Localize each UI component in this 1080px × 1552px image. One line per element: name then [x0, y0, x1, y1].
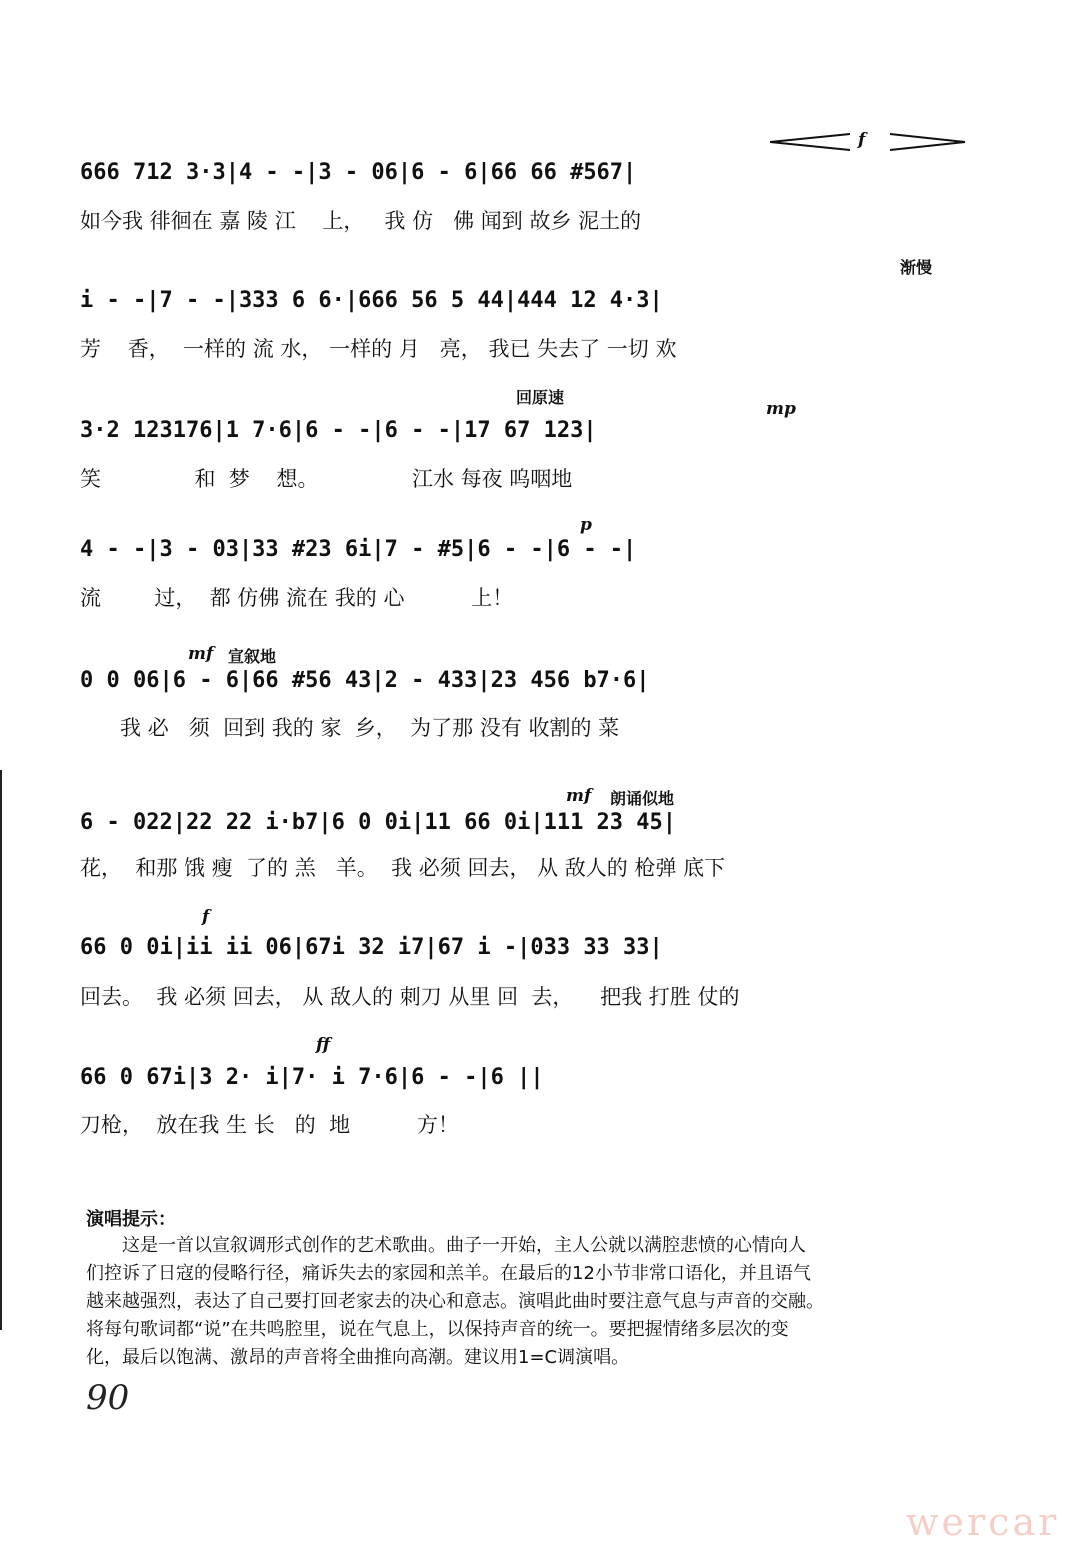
lyrics-line: 回去。 我 必须 回去， 从 敌人的 刺刀 从里 回 去， 把我 打胜 仗的 — [80, 985, 740, 1009]
score-system-8 — [80, 1035, 980, 1155]
tempo-mark: 回原速 — [516, 388, 565, 407]
page-number: 90 — [86, 1378, 130, 1418]
score-system-5 — [80, 640, 980, 750]
jianpu-notes: 66 0 67i|3 2· i|7· i 7·6|6 - -|6 || — [80, 1065, 544, 1090]
performance-notes-line: 将每句歌词都“说”在共鸣腔里，说在气息上，以保持声音的统一。要把握情绪多层次的变 — [86, 1319, 789, 1340]
dynamic-mark: f — [202, 907, 210, 927]
dynamic-mark: p — [580, 515, 592, 535]
lyrics-line: 刀枪， 放在我 生 长 的 地 方！ — [80, 1113, 459, 1137]
performance-notes-body — [86, 1232, 986, 1372]
crescendo-hairpin — [770, 132, 970, 152]
dynamic-mark: mp — [766, 399, 796, 419]
dynamic-mark: ff — [316, 1035, 331, 1055]
score-system-7 — [80, 905, 980, 1015]
page-edge-rule — [0, 770, 2, 1330]
jianpu-notes: i - -|7 - -|333 6 6·|666 56 5 44|444 12 4·3| — [80, 288, 663, 313]
lyrics-line: 笑 和 梦 想。 江水 每夜 呜咽地 — [80, 467, 573, 491]
lyrics-line: 流 过， 都 仿佛 流在 我的 心 上！ — [80, 586, 514, 610]
jianpu-notes: 6 - 022|22 22 i·b7|6 0 0i|11 66 0i|111 23 45| — [80, 810, 677, 835]
tempo-mark: 渐慢 — [900, 258, 933, 277]
score-system-1 — [80, 130, 980, 240]
lyrics-line: 我 必 须 回到 我的 家 乡， 为了那 没有 收割的 菜 — [80, 716, 620, 740]
dynamic-mark: f — [858, 130, 866, 150]
jianpu-notes: 4 - -|3 - 03|33 #23 6i|7 - #5|6 - -|6 - -| — [80, 537, 637, 562]
performance-notes-line: 们控诉了日寇的侵略行径，痛诉失去的家园和羔羊。在最后的12小节非常口语化，并且语气 — [86, 1263, 811, 1284]
expression-mark: 朗诵似地 — [610, 789, 675, 808]
lyrics-line: 芳 香， 一样的 流 水， 一样的 月 亮， 我已 失去了 一切 欢 — [80, 337, 677, 361]
jianpu-notes: 666 712 3·3|4 - -|3 - 06|6 - 6|66 66 #567| — [80, 160, 637, 185]
lyrics-line: 如今我 徘徊在 嘉 陵 江 上， 我 仿 佛 闻到 故乡 泥土的 — [80, 209, 642, 233]
jianpu-notes: 0 0 06|6 - 6|66 #56 43|2 - 433|23 456 b7·6| — [80, 668, 650, 693]
performance-notes-line: 化，最后以饱满、激昂的声音将全曲推向高潮。建议用1=C调演唱。 — [86, 1347, 630, 1368]
watermark: wercar — [906, 1500, 1060, 1544]
score-system-6 — [80, 780, 980, 890]
expression-mark: 宣叙地 — [228, 647, 277, 666]
score-system-4 — [80, 515, 980, 615]
score-system-2 — [80, 255, 980, 365]
dynamic-mark: mf — [566, 786, 592, 806]
lyrics-line: 花， 和那 饿 瘦 了的 羔 羊。 我 必须 回去， 从 敌人的 枪弹 底下 — [80, 856, 726, 880]
performance-notes-title: 演唱提示： — [86, 1209, 176, 1230]
performance-notes-line: 这是一首以宣叙调形式创作的艺术歌曲。曲子一开始，主人公就以满腔悲愤的心情向人 — [86, 1235, 806, 1256]
dynamic-mark: mf — [188, 644, 214, 664]
jianpu-notes: 66 0 0i|ii ii 06|67i 32 i7|67 i -|033 33 33| — [80, 935, 663, 960]
performance-notes-line: 越来越强烈，表达了自己要打回老家去的决心和意志。演唱此曲时要注意气息与声音的交融。 — [86, 1291, 824, 1312]
score-system-3 — [80, 385, 980, 495]
jianpu-notes: 3·2 123176|1 7·6|6 - -|6 - -|17 67 123| — [80, 418, 597, 443]
